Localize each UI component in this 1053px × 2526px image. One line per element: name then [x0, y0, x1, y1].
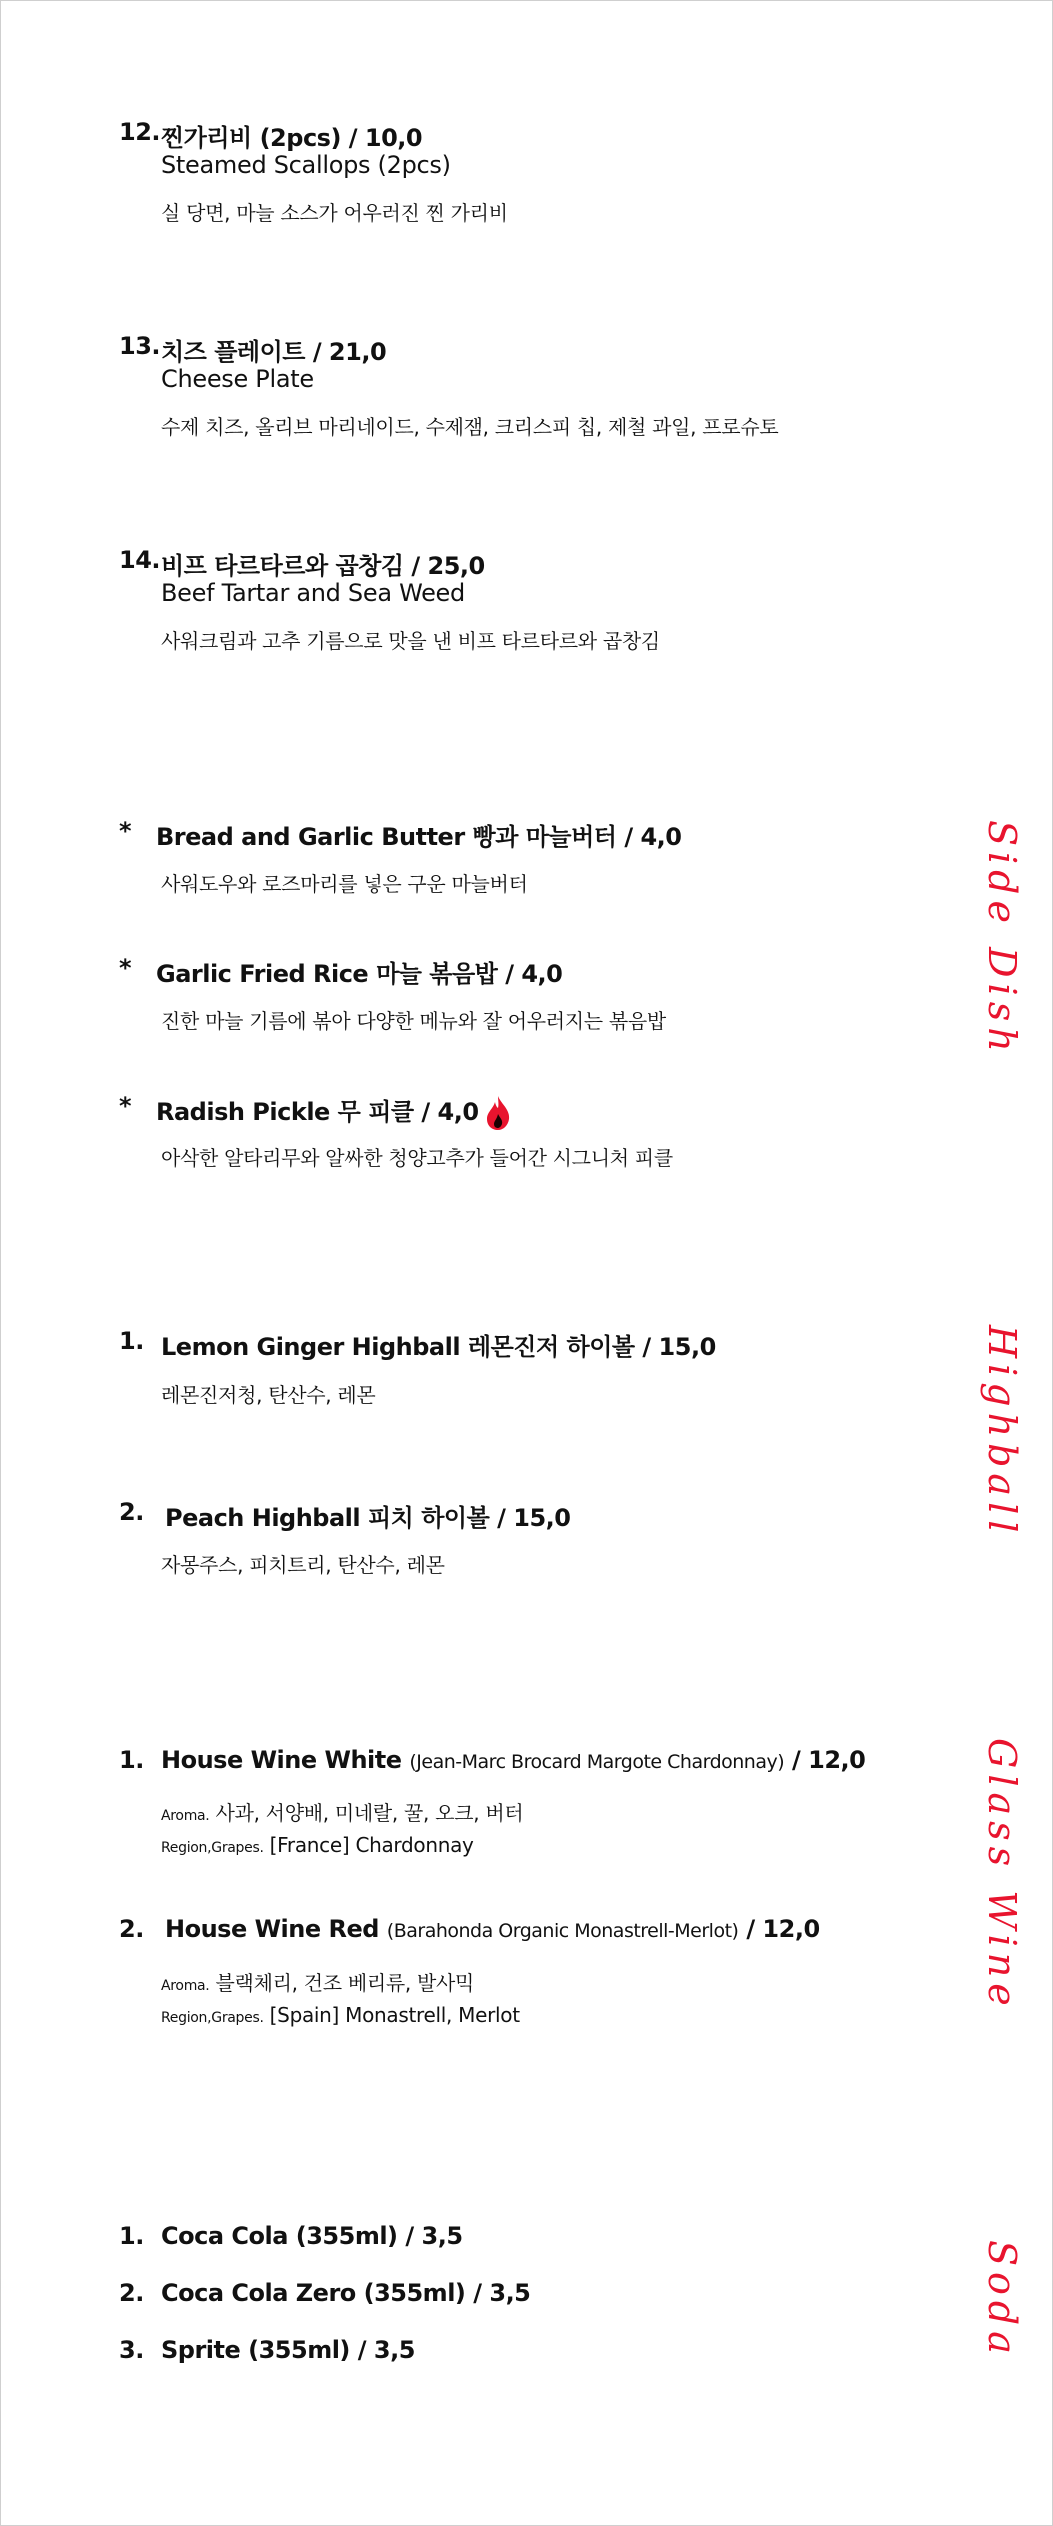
soda-title: Sprite (355ml) / 3,5 [161, 2336, 415, 2364]
wine-producer: (Jean-Marc Brocard Margote Chardonnay) [409, 1751, 785, 1773]
highball-description: 레몬진저청, 탄산수, 레몬 [161, 1383, 376, 1407]
wine-region: Region,Grapes. [France] Chardonnay [161, 1833, 474, 1857]
highball-title: Peach Highball 피치 하이볼 / 15,0 [165, 1504, 571, 1532]
side-dish-title: Garlic Fried Rice 마늘 볶음밥 / 4,0 [156, 960, 563, 988]
glass-wine-label: Glass Wine [980, 1738, 1024, 2012]
wine-number: 2. [119, 1915, 144, 1943]
highball-number: 2. [119, 1498, 144, 1526]
wine-number: 1. [119, 1746, 144, 1774]
highball-description: 자몽주스, 피치트리, 탄산수, 레몬 [161, 1553, 445, 1577]
dish-title: 치즈 플레이트 / 21,0 [161, 338, 387, 366]
bullet: * [119, 1092, 132, 1120]
soda-number: 2. [119, 2279, 144, 2307]
side-dish-title: Radish Pickle 무 피클 / 4,0 [156, 1092, 511, 1131]
dish-english-name: Beef Tartar and Sea Weed [161, 579, 465, 607]
side-dish-description: 사워도우와 로즈마리를 넣은 구운 마늘버터 [161, 872, 528, 896]
dish-number: 12. [119, 118, 161, 146]
spicy-flame-icon [485, 1095, 511, 1131]
dish-title: 비프 타르타르와 곱창김 / 25,0 [161, 552, 485, 580]
dish-english-name: Cheese Plate [161, 365, 314, 393]
wine-aroma: Aroma. 블랙체리, 건조 베리류, 발사믹 [161, 1971, 475, 1995]
soda-title: Coca Cola Zero (355ml) / 3,5 [161, 2279, 531, 2307]
soda-label: Soda [980, 2240, 1024, 2360]
highball-number: 1. [119, 1327, 144, 1355]
wine-title [165, 1915, 820, 1943]
soda-number: 1. [119, 2222, 144, 2250]
side-dish-label: Side Dish [980, 820, 1024, 1058]
side-dish-title: Bread and Garlic Butter 빵과 마늘버터 / 4,0 [156, 823, 682, 851]
dish-description: 실 당면, 마늘 소스가 어우러진 찐 가리비 [161, 201, 508, 225]
dish-description: 수제 치즈, 올리브 마리네이드, 수제잼, 크리스피 칩, 제철 과일, 프로슈토 [161, 415, 779, 439]
dish-number: 13. [119, 332, 161, 360]
bullet: * [119, 954, 132, 982]
side-dish-description: 아삭한 알타리무와 알싸한 청양고추가 들어간 시그니처 피클 [161, 1146, 673, 1170]
dish-number: 14. [119, 546, 161, 574]
wine-price: / 12,0 [792, 1746, 866, 1774]
dish-title: 찐가리비 (2pcs) / 10,0 [161, 124, 423, 152]
dish-description: 사워크림과 고추 기름으로 맛을 낸 비프 타르타르와 곱창김 [161, 629, 660, 653]
highball-title: Lemon Ginger Highball 레몬진저 하이볼 / 15,0 [161, 1333, 716, 1361]
wine-title [161, 1746, 865, 1774]
wine-price: / 12,0 [746, 1915, 820, 1943]
wine-producer: (Barahonda Organic Monastrell-Merlot) [386, 1920, 739, 1942]
wine-region: Region,Grapes. [Spain] Monastrell, Merlot [161, 2003, 520, 2027]
highball-label: Highball [980, 1325, 1024, 1539]
dish-english-name: Steamed Scallops (2pcs) [161, 151, 451, 179]
soda-title: Coca Cola (355ml) / 3,5 [161, 2222, 463, 2250]
bullet: * [119, 817, 132, 845]
wine-name: House Wine Red [165, 1915, 379, 1943]
wine-name: House Wine White [161, 1746, 402, 1774]
wine-aroma: Aroma. 사과, 서양배, 미네랄, 꿀, 오크, 버터 [161, 1801, 524, 1825]
side-dish-description: 진한 마늘 기름에 볶아 다양한 메뉴와 잘 어우러지는 볶음밥 [161, 1009, 666, 1033]
soda-number: 3. [119, 2336, 144, 2364]
